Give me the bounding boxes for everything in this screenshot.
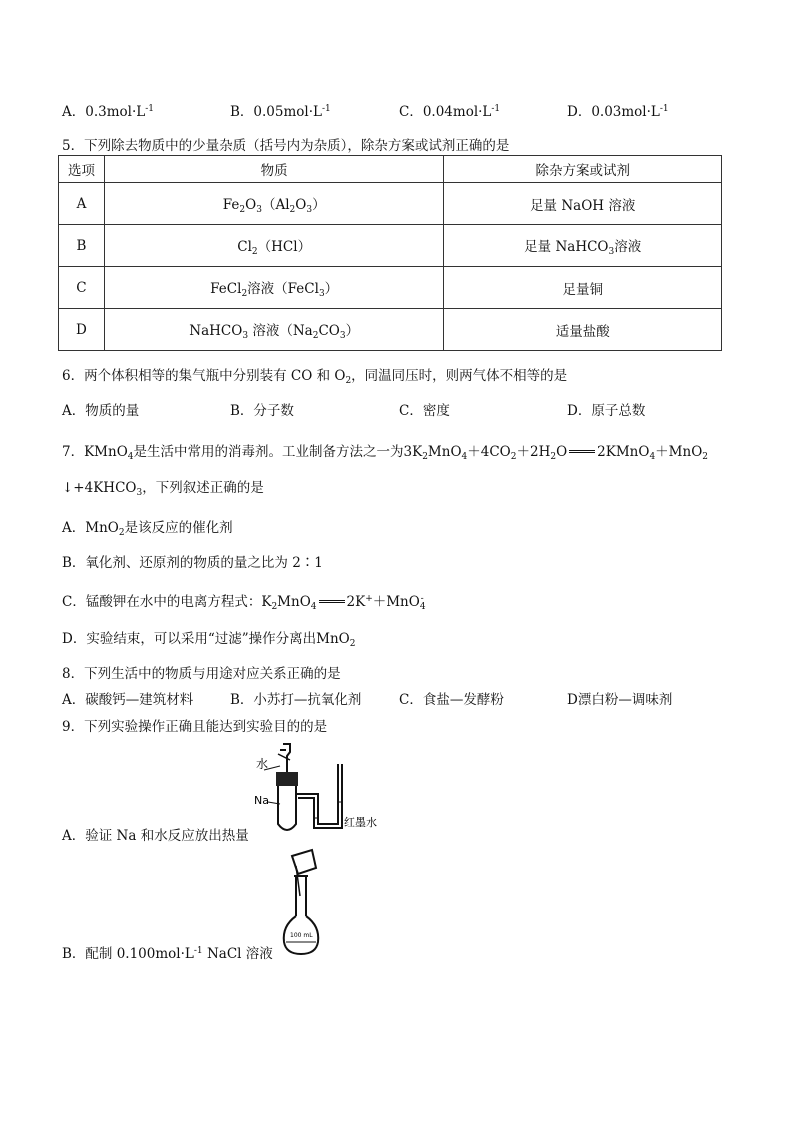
- q7-option-c: C．锰酸钾在水中的电离方程式：$K_2MnO_4$ 2K+＋MnO$_4$-: [62, 594, 426, 612]
- figure-volumetric-flask: [278, 846, 328, 958]
- q7-option-a: A．MnO$_2$是该反应的催化剂: [62, 520, 233, 538]
- table-row: [59, 309, 722, 351]
- q6-option-d: D．原子总数: [567, 403, 646, 419]
- q9-stem: 9．下列实验操作正确且能达到实验目的的是: [62, 719, 328, 735]
- q6-options: [62, 399, 742, 419]
- row-reagent: 足量铜: [444, 267, 722, 309]
- figure-na-water-apparatus: [250, 742, 390, 840]
- row-reagent: 适量盐酸: [444, 309, 722, 351]
- row-reagent: 足量 NaHCO$_3$溶液: [444, 225, 722, 267]
- header-reagent: 除杂方案或试剂: [444, 156, 722, 183]
- q5-table: [58, 155, 722, 351]
- q8-options: [62, 688, 742, 708]
- q7-option-b: B．氧化剂、还原剂的物质的量之比为 2∶1: [62, 555, 323, 571]
- q8-option-a: A．碳酸钙—建筑材料: [62, 692, 194, 708]
- header-substance: 物质: [104, 156, 443, 183]
- q6-option-b: B．分子数: [230, 403, 294, 419]
- q4-options: [62, 100, 742, 120]
- q7-stem: 7．KMnO$_4$是生活中常用的消毒剂。工业制备方法之一为$3K_2MnO_4+4CO_2+2H_2O$ 2KMnO$_4$＋MnO$_2$: [62, 444, 708, 462]
- q6-option-a: A．物质的量: [62, 403, 140, 419]
- label-na: Na: [254, 794, 269, 807]
- row-substance: $Fe_2O_3(Al_2O_3)$: [104, 183, 443, 225]
- q8-option-d: D漂白粉—调味剂: [567, 692, 673, 708]
- q5-stem: 5．下列除去物质中的少量杂质（括号内为杂质），除杂方案或试剂正确的是: [62, 138, 510, 154]
- q4-option-d: D．$0.03mol\cdot L^{-1}$: [567, 104, 669, 120]
- q8-option-c: C．食盐—发酵粉: [399, 692, 504, 708]
- q9-option-b: B．配制 $0.100mol\cdot L^{-1}$ NaCl 溶液: [62, 946, 273, 962]
- row-option: A: [59, 183, 105, 225]
- row-option: D: [59, 309, 105, 351]
- label-red-ink: 红墨水: [344, 816, 377, 829]
- label-water: 水: [256, 757, 269, 771]
- row-reagent: 足量 NaOH 溶液: [444, 183, 722, 225]
- row-substance: $Cl_2(HCl)$: [104, 225, 443, 267]
- table-row: [59, 225, 722, 267]
- q4-option-b: B．$0.05mol\cdot L^{-1}$: [230, 104, 331, 120]
- table-row: [59, 267, 722, 309]
- q6-stem: 6．两个体积相等的集气瓶中分别装有 CO 和 $O_2$，同温同压时，则两气体不相等的是: [62, 368, 568, 386]
- header-option: 选项: [59, 156, 105, 183]
- flask-label: 100 mL: [290, 932, 313, 939]
- q4-option-c: C．$0.04mol\cdot L^{-1}$: [399, 104, 501, 120]
- q7-option-d: D．实验结束，可以采用“过滤”操作分离出MnO$_2$: [62, 631, 356, 649]
- q7-stem-cont: $↓+4KHCO_3$，下列叙述正确的是: [62, 480, 264, 498]
- q9-option-a: A．验证 Na 和水反应放出热量: [62, 828, 249, 844]
- q6-option-c: C．密度: [399, 403, 450, 419]
- row-substance: NaHCO$_3$ 溶液$(Na_2CO_3)$: [104, 309, 443, 351]
- table-row: [59, 183, 722, 225]
- row-option: C: [59, 267, 105, 309]
- q8-stem: 8．下列生活中的物质与用途对应关系正确的是: [62, 666, 341, 682]
- q8-option-b: B．小苏打—抗氧化剂: [230, 692, 362, 708]
- q4-option-a: A．$0.3mol\cdot L^{-1}$: [62, 104, 155, 120]
- table-header-row: [59, 156, 722, 183]
- row-substance: FeCl$_2$溶液（FeCl$_3$）: [104, 267, 443, 309]
- row-option: B: [59, 225, 105, 267]
